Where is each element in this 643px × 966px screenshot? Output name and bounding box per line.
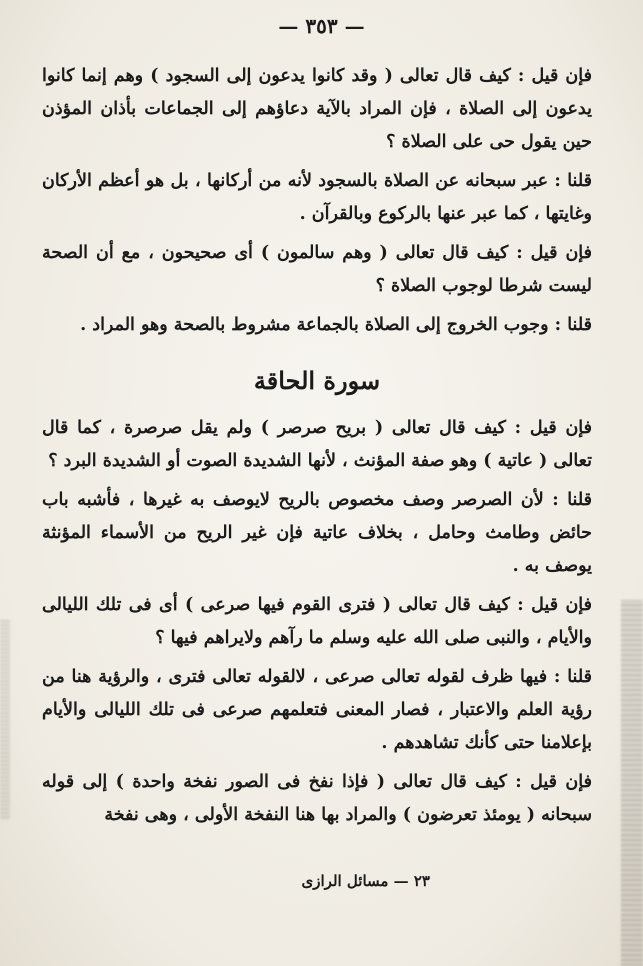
section-title: سورة الحاقة — [253, 366, 381, 395]
paragraph: فإن قيل : كيف قال تعالى ( وهم سالمون ) أى صحيحون ، مع أن الصحة ليست شرطا لوجوب الصلاة ؟ — [42, 243, 592, 296]
paragraph: قلنا : عبر سبحانه عن الصلاة بالسجود لأنه من أركانها ، بل هو أعظم الأركان وغايتها ، كما عبر عنها بالركوع وبالقرآن . — [42, 171, 592, 224]
page-footer: ٢٣ — مسائل الرازى — [301, 872, 430, 890]
scan-edge-shadow — [621, 600, 643, 966]
paragraph: قلنا : وجوب الخروج إلى الصلاة بالجماعة مشروط بالصحة وهو المراد . — [80, 315, 592, 335]
paragraph: فإن قيل : كيف قال تعالى ( بريح صرصر ) ولم يقل صرصرة ، كما قال تعالى ( عاتية ) وهو صفة المؤنث ، لأنها الشديدة الصوت أو الشديدة البرد ؟ — [42, 418, 592, 471]
paragraph: فإن قيل : كيف قال تعالى ( فإذا نفخ فى الصور نفخة واحدة ) إلى قوله سبحانه ( يومئذ تعرضون ) والمراد بها هنا النفخة الأولى ، وهى نفخة — [42, 772, 592, 825]
page-body — [42, 60, 592, 838]
paragraph: قلنا : لأن الصرصر وصف مخصوص بالريح لايوصف به غيرها ، فأشبه باب حائض وطامث وحامل ، بخلاف عاتية فإن غير الريح من الأسماء المؤنثة يوصف به . — [42, 490, 592, 576]
paragraph: فإن قيل : كيف قال تعالى ( فترى القوم فيها صرعى ) أى فى تلك الليالى والأيام ، والنبى صلى الله عليه وسلم ما رآهم ولايراهم فيها ؟ — [42, 595, 592, 648]
paragraph: فإن قيل : كيف قال تعالى ( وقد كانوا يدعون إلى السجود ) وهم إنما كانوا يدعون إلى الصلاة ، فإن المراد بالآية دعاؤهم إلى الجماعات بأذان المؤذن حين يقول حى على الصلاة ؟ — [42, 66, 592, 152]
scan-edge-shadow-left — [0, 620, 10, 820]
page-number: — ٣٥٣ — — [278, 14, 365, 38]
paragraph: قلنا : فيها ظرف لقوله تعالى صرعى ، لالقوله تعالى فترى ، والرؤية هنا من رؤية العلم والاعتبار ، فصار المعنى فتعلمهم صرعى فى تلك الليالى والأيام بإعلامنا حتى كأنك تشاهدهم . — [42, 667, 592, 753]
